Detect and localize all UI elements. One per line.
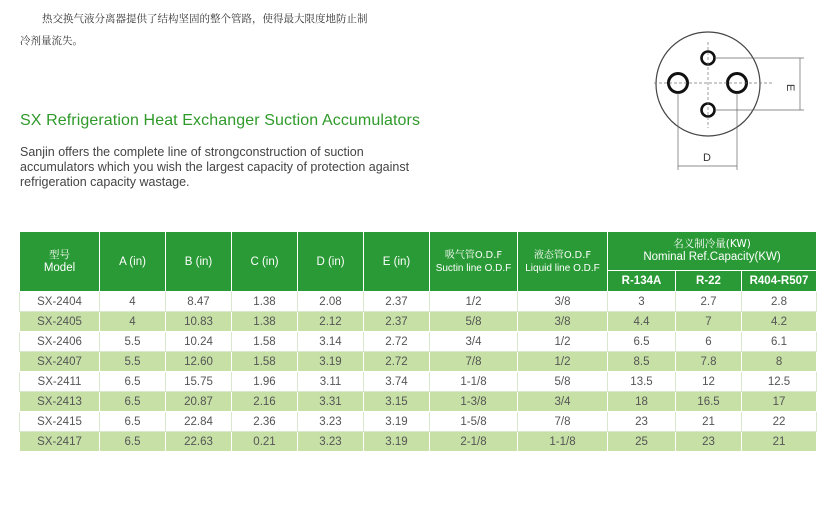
product-description: Sanjin offers the complete line of strongconstruction of suction accumulators which you wish the largest capacity of protection against refrigeration capacity wastage.	[20, 145, 410, 189]
cell-d: 3.31	[298, 392, 364, 412]
table-row	[20, 372, 817, 392]
cell-r404: 17	[742, 392, 817, 412]
cell-c: 1.96	[232, 372, 298, 392]
header-suction-line: 吸气管O.D.F Suctin line O.D.F	[430, 232, 518, 292]
table-row	[20, 392, 817, 412]
cell-r134a: 4.4	[608, 312, 676, 332]
cell-e: 2.72	[364, 352, 430, 372]
cell-suction: 2-1/8	[430, 432, 518, 452]
header-r404: R404-R507	[742, 271, 817, 292]
cell-b: 22.63	[166, 432, 232, 452]
cell-c: 2.36	[232, 412, 298, 432]
cell-c: 0.21	[232, 432, 298, 452]
cell-e: 2.37	[364, 312, 430, 332]
cell-e: 3.15	[364, 392, 430, 412]
cell-d: 3.19	[298, 352, 364, 372]
cell-r134a: 8.5	[608, 352, 676, 372]
cell-liquid: 5/8	[518, 372, 608, 392]
cell-liquid: 3/8	[518, 312, 608, 332]
cell-a: 5.5	[100, 332, 166, 352]
cell-liquid: 1/2	[518, 352, 608, 372]
cell-r22: 12	[676, 372, 742, 392]
header-b: B (in)	[166, 232, 232, 292]
cell-r134a: 18	[608, 392, 676, 412]
cell-e: 2.72	[364, 332, 430, 352]
cell-r134a: 23	[608, 412, 676, 432]
cell-r404: 21	[742, 432, 817, 452]
spec-table	[19, 231, 817, 452]
cell-d: 3.11	[298, 372, 364, 392]
cell-a: 6.5	[100, 412, 166, 432]
cell-model: SX-2413	[20, 392, 100, 412]
cell-a: 4	[100, 292, 166, 312]
cell-c: 1.58	[232, 332, 298, 352]
cell-r134a: 25	[608, 432, 676, 452]
cell-model: SX-2417	[20, 432, 100, 452]
table-row	[20, 352, 817, 372]
cell-c: 1.58	[232, 352, 298, 372]
cell-d: 3.23	[298, 432, 364, 452]
header-d: D (in)	[298, 232, 364, 292]
cell-r22: 7.8	[676, 352, 742, 372]
cell-suction: 7/8	[430, 352, 518, 372]
cell-suction: 1-1/8	[430, 372, 518, 392]
cell-r134a: 6.5	[608, 332, 676, 352]
header-liquid-line: 液态管O.D.F Liquid line O.D.F	[518, 232, 608, 292]
cell-a: 5.5	[100, 352, 166, 372]
header-r134a: R-134A	[608, 271, 676, 292]
cell-suction: 3/4	[430, 332, 518, 352]
cell-b: 10.83	[166, 312, 232, 332]
cell-r404: 6.1	[742, 332, 817, 352]
cell-b: 12.60	[166, 352, 232, 372]
cell-a: 6.5	[100, 372, 166, 392]
table-row	[20, 292, 817, 312]
header-e: E (in)	[364, 232, 430, 292]
cell-d: 2.08	[298, 292, 364, 312]
cell-r22: 7	[676, 312, 742, 332]
table-row	[20, 412, 817, 432]
cell-r404: 12.5	[742, 372, 817, 392]
cell-r22: 21	[676, 412, 742, 432]
cell-model: SX-2411	[20, 372, 100, 392]
cell-model: SX-2404	[20, 292, 100, 312]
cell-model: SX-2407	[20, 352, 100, 372]
cell-suction: 5/8	[430, 312, 518, 332]
cell-e: 3.19	[364, 432, 430, 452]
cell-model: SX-2405	[20, 312, 100, 332]
header-c: C (in)	[232, 232, 298, 292]
dim-e-label: E	[784, 84, 796, 92]
section-heading: SX Refrigeration Heat Exchanger Suction Accumulators	[20, 112, 421, 129]
cell-liquid: 1-1/8	[518, 432, 608, 452]
cell-e: 2.37	[364, 292, 430, 312]
cell-a: 6.5	[100, 392, 166, 412]
cell-d: 3.14	[298, 332, 364, 352]
cell-b: 15.75	[166, 372, 232, 392]
header-capacity: 名义制冷量(KW) Nominal Ref.Capacity(KW)	[608, 232, 817, 271]
intro-line-1: 热交换气液分离器提供了结构坚固的整个管路，使得最大限度地防止制	[42, 13, 368, 25]
cell-c: 2.16	[232, 392, 298, 412]
table-row	[20, 312, 817, 332]
table-row	[20, 432, 817, 452]
cell-e: 3.74	[364, 372, 430, 392]
header-a: A (in)	[100, 232, 166, 292]
cell-a: 6.5	[100, 432, 166, 452]
table-row	[20, 332, 817, 352]
cell-suction: 1/2	[430, 292, 518, 312]
cell-d: 3.23	[298, 412, 364, 432]
cell-e: 3.19	[364, 412, 430, 432]
cell-r134a: 13.5	[608, 372, 676, 392]
cell-c: 1.38	[232, 292, 298, 312]
intro-chinese-text	[20, 8, 440, 52]
cell-suction: 1-5/8	[430, 412, 518, 432]
dim-d-label: D	[703, 152, 711, 164]
cell-b: 10.24	[166, 332, 232, 352]
intro-line-2: 冷剂量流失。	[20, 35, 83, 47]
cell-r404: 4.2	[742, 312, 817, 332]
cell-a: 4	[100, 312, 166, 332]
spec-table-body	[20, 292, 817, 452]
cell-b: 20.87	[166, 392, 232, 412]
cell-suction: 1-3/8	[430, 392, 518, 412]
cell-liquid: 7/8	[518, 412, 608, 432]
cell-r22: 23	[676, 432, 742, 452]
cell-r22: 2.7	[676, 292, 742, 312]
cell-liquid: 3/8	[518, 292, 608, 312]
cell-model: SX-2406	[20, 332, 100, 352]
cell-r404: 2.8	[742, 292, 817, 312]
cell-liquid: 3/4	[518, 392, 608, 412]
cell-c: 1.38	[232, 312, 298, 332]
header-model: 型号 Model	[20, 232, 100, 292]
cell-b: 8.47	[166, 292, 232, 312]
cell-r134a: 3	[608, 292, 676, 312]
cell-r22: 16.5	[676, 392, 742, 412]
cell-r404: 8	[742, 352, 817, 372]
cell-d: 2.12	[298, 312, 364, 332]
flange-diagram	[640, 20, 830, 180]
cell-model: SX-2415	[20, 412, 100, 432]
cell-r404: 22	[742, 412, 817, 432]
cell-b: 22.84	[166, 412, 232, 432]
header-r22: R-22	[676, 271, 742, 292]
cell-r22: 6	[676, 332, 742, 352]
cell-liquid: 1/2	[518, 332, 608, 352]
